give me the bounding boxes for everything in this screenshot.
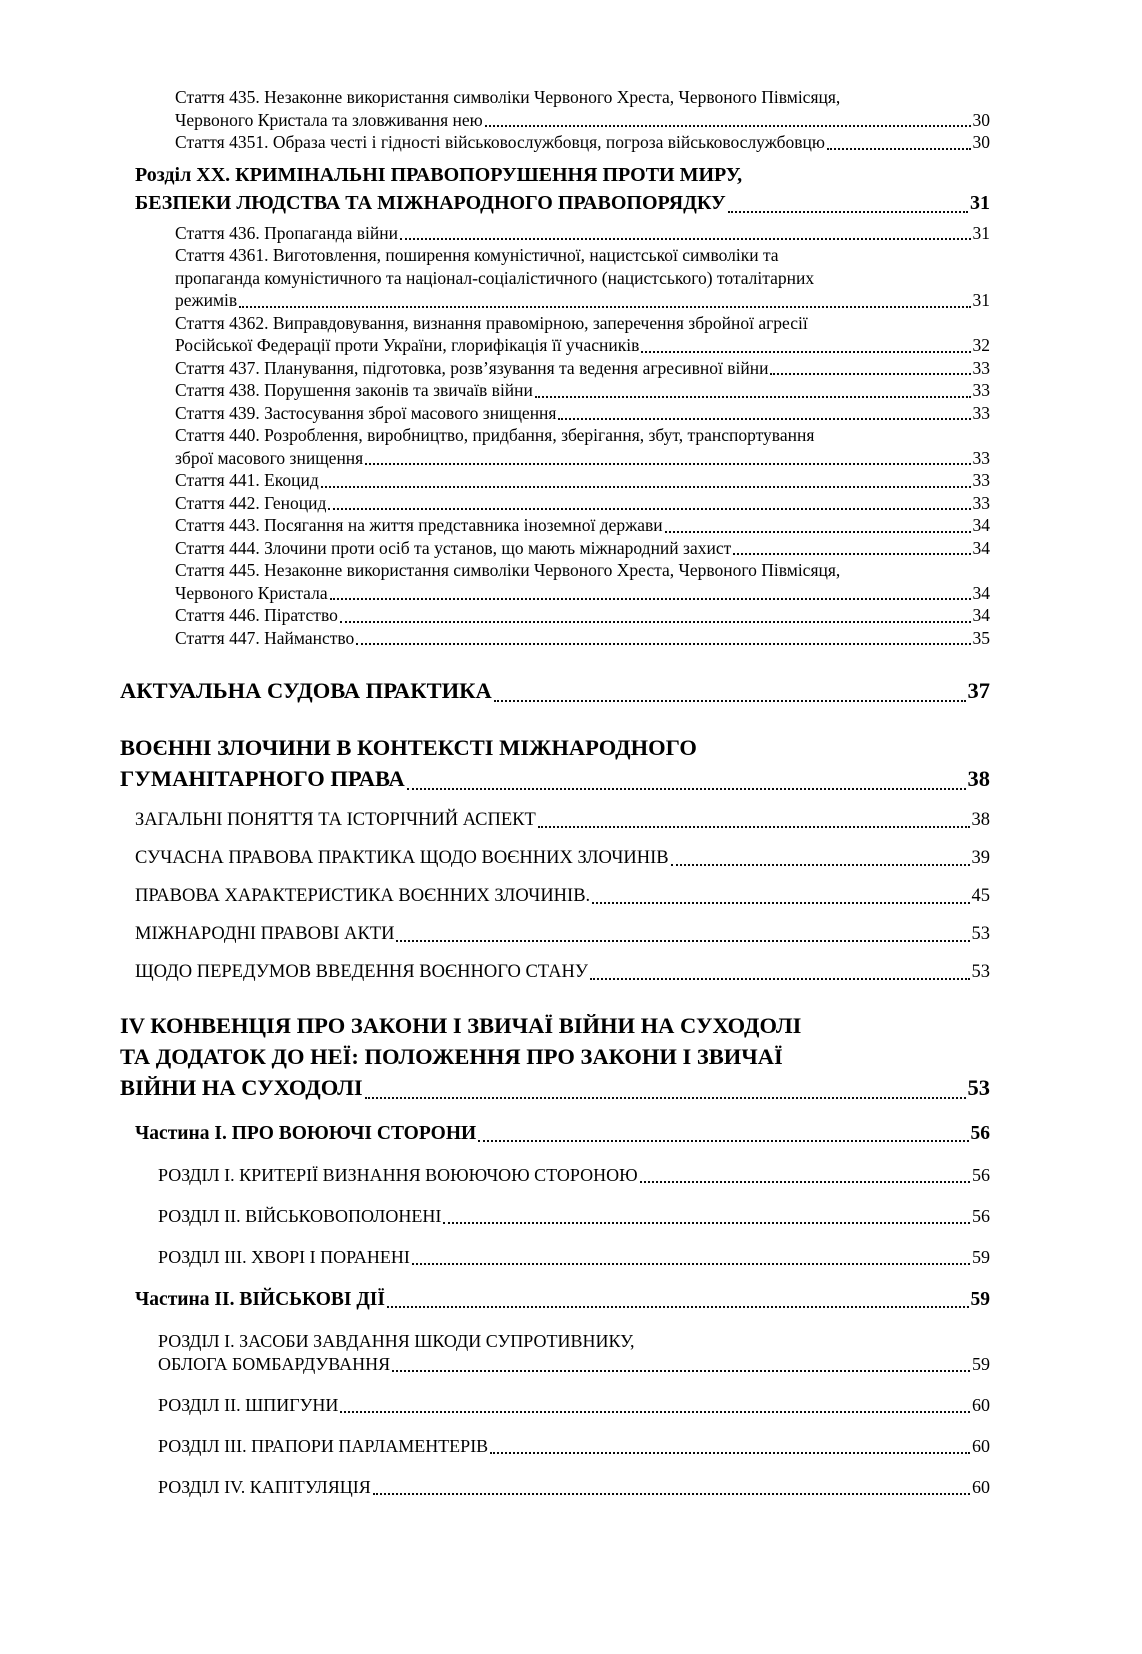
toc-entry-text: Стаття 4361. Виготовлення, поширення комуністичної, нацистської символіки та <box>175 245 779 265</box>
dot-leader <box>321 486 971 488</box>
toc-entry-text: Стаття 437. Планування, підготовка, розв’язування та ведення агресивної війни <box>175 357 769 378</box>
page-number: 59 <box>972 1247 990 1267</box>
page-number: 53 <box>971 962 990 982</box>
toc-entry-line <box>175 582 990 605</box>
toc-entry-line <box>175 312 990 335</box>
toc-entry-text: СУЧАСНА ПРАВОВА ПРАКТИКА ЩОДО ВОЄННИХ ЗЛОЧИНІВ <box>135 848 669 868</box>
toc-entry-line <box>175 447 990 470</box>
toc-entry-article <box>112 604 990 627</box>
toc-entry-line <box>175 86 990 109</box>
toc-entry-text: Стаття 440. Розроблення, виробництво, придбання, зберігання, збут, транспортування <box>175 425 815 445</box>
page-number: 56 <box>972 1165 990 1185</box>
dot-leader <box>396 940 969 942</box>
page-number: 34 <box>972 537 990 558</box>
toc-entry-section <box>112 1330 990 1376</box>
toc-entry-main <box>112 732 990 794</box>
page-number: 33 <box>972 357 990 378</box>
toc-entry-line <box>158 1330 990 1353</box>
toc-entry-text: Червоного Кристала <box>175 582 328 603</box>
toc-entry-line <box>175 289 990 312</box>
toc-entry-text: пропаганда комуністичного та націонал-соціалістичного (нацистського) тоталітарних <box>175 267 815 288</box>
page-number: 39 <box>971 848 990 868</box>
toc-entry-article <box>112 131 990 154</box>
toc-entry-line <box>158 1476 990 1499</box>
toc-entry-text: ЗАГАЛЬНІ ПОНЯТТЯ ТА ІСТОРІЧНИЙ АСПЕКТ <box>135 810 536 830</box>
page-number: 60 <box>972 1436 990 1456</box>
dot-leader <box>400 238 971 240</box>
toc-entry-text: Стаття 446. Піратство <box>175 605 338 625</box>
toc-entry-section <box>112 1394 990 1417</box>
toc-entry-sub <box>112 809 990 832</box>
toc-entry-part <box>112 1287 990 1312</box>
dot-leader <box>728 211 968 213</box>
page-number: 33 <box>972 470 990 490</box>
toc-entry-text: РОЗДІЛ II. ВІЙСЬКОВОПОЛОНЕНІ <box>158 1206 442 1226</box>
toc-entry-article <box>112 514 990 537</box>
toc-entry-text: ПРАВОВА ХАРАКТЕРИСТИКА ВОЄННИХ ЗЛОЧИНІВ. <box>135 886 591 906</box>
page-number: 33 <box>972 447 990 468</box>
toc-entry-line <box>175 267 990 290</box>
toc-entry-line <box>175 402 990 425</box>
dot-leader <box>443 1222 970 1224</box>
page-number: 30 <box>972 132 990 152</box>
toc-entry-section <box>112 1205 990 1228</box>
toc-entry-text: Стаття 436. Пропаганда війни <box>175 222 398 243</box>
dot-leader <box>733 553 970 555</box>
toc-entry-line <box>120 675 990 706</box>
toc-entry-line <box>135 847 990 870</box>
toc-entry-text: РОЗДІЛ II. ШПИГУНИ <box>158 1395 339 1415</box>
toc-entry-article <box>112 244 990 312</box>
toc-entry-article <box>112 357 990 380</box>
toc-entry-text: РОЗДІЛ III. ХВОРІ І ПОРАНЕНІ <box>158 1247 410 1267</box>
toc-entry-line <box>175 469 990 492</box>
toc-entry-text: Стаття 438. Порушення законів та звичаїв війни <box>175 380 533 400</box>
toc-entry-text: ВІЙНИ НА СУХОДОЛІ <box>120 1075 363 1100</box>
toc-entry-text: АКТУАЛЬНА СУДОВА ПРАКТИКА <box>120 678 492 703</box>
toc-entry-section <box>112 1164 990 1187</box>
toc-entry-section <box>112 1246 990 1269</box>
toc-entry-line <box>175 244 990 267</box>
toc-entry-line <box>175 604 990 627</box>
toc-entry-line <box>175 131 990 154</box>
dot-leader <box>387 1306 969 1308</box>
dot-leader <box>490 1452 970 1454</box>
page-number: 59 <box>972 1354 990 1374</box>
page-number: 33 <box>972 492 990 513</box>
page-number: 34 <box>972 605 990 625</box>
toc-entry-text: РОЗДІЛ I. КРИТЕРІЇ ВИЗНАННЯ ВОЮЮЧОЮ СТОРОНОЮ <box>158 1165 638 1185</box>
page-number: 53 <box>967 1075 990 1100</box>
toc-entry-line <box>135 885 990 908</box>
page-number: 34 <box>972 515 990 535</box>
toc-entry-line <box>175 627 990 650</box>
toc-entry-text: МІЖНАРОДНІ ПРАВОВІ АКТИ <box>135 924 395 944</box>
page-number: 31 <box>972 290 990 310</box>
page-number: 31 <box>970 191 990 214</box>
toc-entry-chapter <box>112 161 990 217</box>
toc-entry-text: ЩОДО ПЕРЕДУМОВ ВВЕДЕННЯ ВОЄННОГО СТАНУ <box>135 962 589 982</box>
toc-entry-text: Російської Федерації проти України, глорифікація її учасників <box>175 335 640 355</box>
page-number: 59 <box>970 1289 990 1310</box>
page-number: 56 <box>970 1123 990 1144</box>
toc-entry-text: ТА ДОДАТОК ДО НЕЇ: ПОЛОЖЕННЯ ПРО ЗАКОНИ І ЗВИЧАЇ <box>120 1044 783 1069</box>
toc-entry-line <box>135 809 990 832</box>
dot-leader <box>558 418 970 420</box>
toc-entry-article <box>112 424 990 469</box>
dot-leader <box>535 396 971 398</box>
toc-entry-line <box>120 1010 990 1041</box>
dot-leader <box>328 508 970 510</box>
toc-entry-line <box>135 961 990 984</box>
page-number: 45 <box>971 886 990 906</box>
dot-leader <box>330 598 971 600</box>
toc-entry-article <box>112 86 990 131</box>
dot-leader <box>392 1370 970 1372</box>
dot-leader <box>827 148 971 150</box>
toc-entry-article <box>112 627 990 650</box>
toc-entry-text: Стаття 443. Посягання на життя представника іноземної держави <box>175 515 663 535</box>
dot-leader <box>494 700 966 702</box>
toc-entry-article <box>112 222 990 245</box>
toc-entry-text: Стаття 4362. Виправдовування, визнання правомірною, заперечення збройної агресії <box>175 312 808 333</box>
toc-entry-text: Стаття 445. Незаконне використання символіки Червоного Хреста, Червоного Півмісяця, <box>175 560 841 580</box>
toc-entry-article <box>112 402 990 425</box>
toc-entry-article <box>112 537 990 560</box>
page-number: 32 <box>972 335 990 355</box>
toc-entry-text: Стаття 442. Геноцид <box>175 492 327 513</box>
toc-entry-line <box>120 1041 990 1072</box>
toc-entry-line <box>175 514 990 537</box>
toc-entry-line <box>135 923 990 946</box>
toc-entry-text: Частина I. ПРО ВОЮЮЧІ СТОРОНИ <box>135 1123 477 1144</box>
toc-entry-line <box>120 1072 990 1103</box>
page-number: 37 <box>967 678 990 703</box>
toc-entry-text: БЕЗПЕКИ ЛЮДСТВА ТА МІЖНАРОДНОГО ПРАВОПОРЯДКУ <box>135 191 726 214</box>
toc-entry-section <box>112 1476 990 1499</box>
toc-entry-line <box>135 1121 990 1146</box>
toc-entry-main <box>112 1010 990 1103</box>
toc-entry-line <box>158 1246 990 1269</box>
toc-entry-text: Стаття 4351. Образа честі і гідності військовослужбовця, погроза військовослужбовцю <box>175 132 825 152</box>
toc-entry-line <box>175 222 990 245</box>
toc-entry-line <box>175 537 990 560</box>
dot-leader <box>365 463 970 465</box>
toc-entry-line <box>158 1164 990 1187</box>
dot-leader <box>340 1411 970 1413</box>
toc-entry-line <box>175 357 990 380</box>
toc-entry-line <box>135 161 990 189</box>
toc-entry-text: Стаття 441. Екоцид <box>175 470 319 490</box>
dot-leader <box>412 1263 970 1265</box>
dot-leader <box>365 1097 966 1099</box>
toc-entry-text: зброї масового знищення <box>175 447 364 468</box>
toc-entry-text: ВОЄННІ ЗЛОЧИНИ В КОНТЕКСТІ МІЖНАРОДНОГО <box>120 735 697 760</box>
toc-entry-line <box>175 559 990 582</box>
dot-leader <box>485 125 971 127</box>
toc-entry-text: Стаття 447. Найманство <box>175 627 355 648</box>
toc-entry-line <box>120 763 990 794</box>
toc-entry-line <box>175 109 990 132</box>
page-number: 60 <box>972 1477 990 1497</box>
toc-entry-sub <box>112 961 990 984</box>
page-number: 30 <box>972 109 990 130</box>
toc-entry-main <box>112 675 990 706</box>
page-number: 53 <box>971 924 990 944</box>
toc-entry-text: Стаття 435. Незаконне використання символіки Червоного Хреста, Червоного Півмісяця, <box>175 87 841 107</box>
toc-entry-article <box>112 559 990 604</box>
page-number: 56 <box>972 1206 990 1226</box>
table-of-contents <box>112 86 990 1499</box>
dot-leader <box>478 1140 968 1142</box>
toc-entry-line <box>175 492 990 515</box>
toc-entry-section <box>112 1435 990 1458</box>
toc-entry-article <box>112 492 990 515</box>
page-number: 33 <box>972 380 990 400</box>
toc-entry-text: ОБЛОГА БОМБАРДУВАННЯ <box>158 1354 391 1374</box>
page-number: 34 <box>972 582 990 603</box>
toc-entry-line <box>175 334 990 357</box>
toc-entry-line <box>175 424 990 447</box>
dot-leader <box>665 531 971 533</box>
toc-entry-text: Частина II. ВІЙСЬКОВІ ДІЇ <box>135 1289 385 1310</box>
dot-leader <box>538 826 970 828</box>
toc-entry-article <box>112 312 990 357</box>
toc-entry-text: Червоного Кристала та зловживання нею <box>175 109 483 130</box>
toc-entry-sub <box>112 847 990 870</box>
toc-entry-text: Стаття 439. Застосування зброї масового знищення <box>175 402 557 423</box>
dot-leader <box>373 1493 970 1495</box>
dot-leader <box>640 1181 970 1183</box>
dot-leader <box>407 788 966 790</box>
toc-entry-text: Стаття 444. Злочини проти осіб та установ, що мають міжнародний захист <box>175 537 732 558</box>
toc-entry-sub <box>112 885 990 908</box>
toc-entry-text: режимів <box>175 290 238 310</box>
toc-entry-article <box>112 469 990 492</box>
toc-entry-text: Розділ XX. КРИМІНАЛЬНІ ПРАВОПОРУШЕННЯ ПРОТИ МИРУ, <box>135 163 743 186</box>
page-number: 60 <box>972 1395 990 1415</box>
toc-entry-sub <box>112 923 990 946</box>
toc-entry-line <box>135 1287 990 1312</box>
toc-entry-text: РОЗДІЛ IV. КАПІТУЛЯЦІЯ <box>158 1477 371 1497</box>
dot-leader <box>340 621 971 623</box>
dot-leader <box>770 373 970 375</box>
page-number: 31 <box>972 222 990 243</box>
dot-leader <box>641 351 970 353</box>
toc-entry-part <box>112 1121 990 1146</box>
page-number: 33 <box>972 402 990 423</box>
toc-entry-line <box>120 732 990 763</box>
toc-entry-text: РОЗДІЛ III. ПРАПОРИ ПАРЛАМЕНТЕРІВ <box>158 1436 489 1456</box>
page-number: 35 <box>972 627 990 648</box>
toc-entry-line <box>158 1435 990 1458</box>
toc-entry-line <box>135 189 990 217</box>
dot-leader <box>590 978 969 980</box>
toc-entry-text: РОЗДІЛ I. ЗАСОБИ ЗАВДАННЯ ШКОДИ СУПРОТИВНИКУ, <box>158 1331 635 1351</box>
toc-entry-text: ГУМАНІТАРНОГО ПРАВА <box>120 766 405 791</box>
dot-leader <box>671 864 970 866</box>
toc-entry-line <box>158 1394 990 1417</box>
toc-entry-line <box>158 1353 990 1376</box>
dot-leader <box>356 643 970 645</box>
toc-entry-article <box>112 379 990 402</box>
dot-leader <box>592 902 969 904</box>
toc-entry-line <box>158 1205 990 1228</box>
toc-entry-line <box>175 379 990 402</box>
page-number: 38 <box>971 810 990 830</box>
toc-entry-text: IV КОНВЕНЦІЯ ПРО ЗАКОНИ І ЗВИЧАЇ ВІЙНИ НА СУХОДОЛІ <box>120 1013 802 1038</box>
page-number: 38 <box>967 766 990 791</box>
dot-leader <box>239 306 970 308</box>
